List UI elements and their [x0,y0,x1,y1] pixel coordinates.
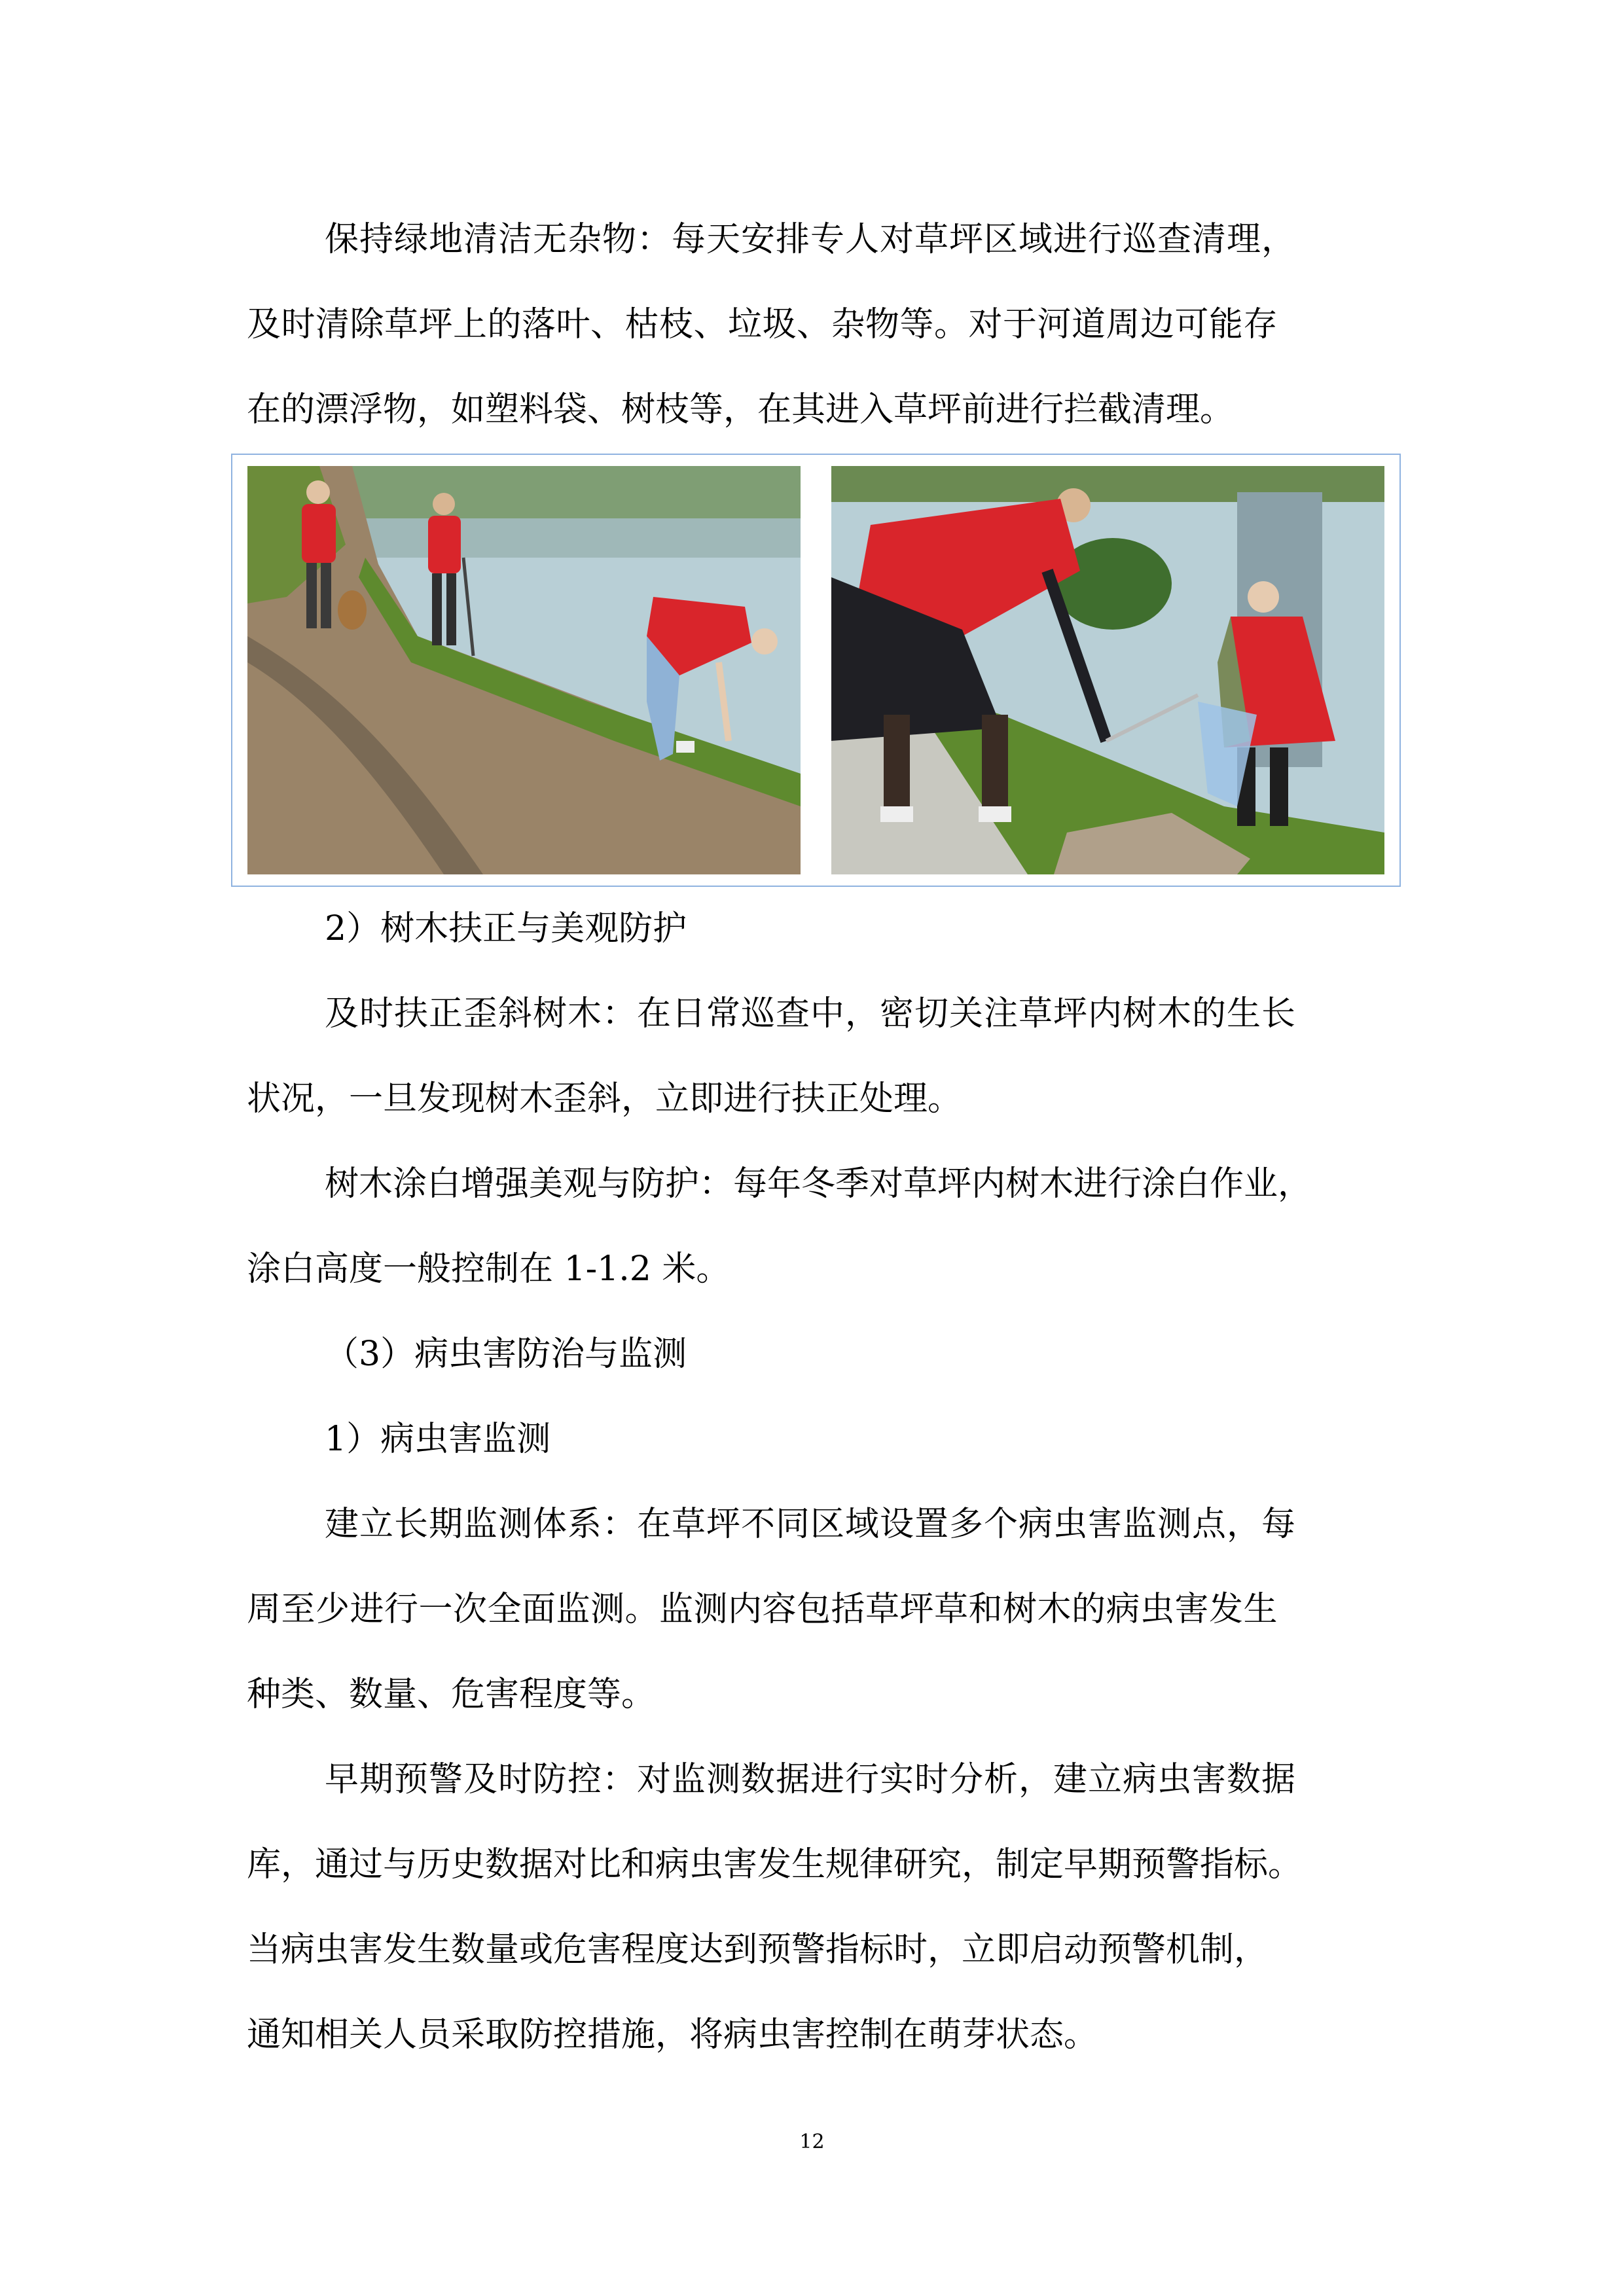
text-line: 当病虫害发生数量或危害程度达到预警指标时，立即启动预警机制， [247,1930,1269,1969]
subheading: 1）病虫害监测 [325,1420,551,1459]
text-line: 涂白高度一般控制在 1-1.2 米。 [247,1249,731,1289]
section-heading: （3）病虫害防治与监测 [325,1335,687,1374]
photo-frame [231,454,1401,887]
text-line: 早期预警及时防控：对监测数据进行实时分析，建立病虫害数据 [325,1760,1297,1799]
text-line: 种类、数量、危害程度等。 [247,1675,656,1714]
text-line: 状况，一旦发现树木歪斜，立即进行扶正处理。 [247,1079,962,1119]
text-line: 通知相关人员采取防控措施，将病虫害控制在萌芽状态。 [247,2015,1098,2054]
text-line: 及时清除草坪上的落叶、枯枝、垃圾、杂物等。对于河道周边可能存 [247,305,1278,344]
text-line: 在的漂浮物，如塑料袋、树枝等，在其进入草坪前进行拦截清理。 [247,390,1235,429]
photo-shoreline-cleanup [831,466,1384,874]
text-line: 库，通过与历史数据对比和病虫害发生规律研究，制定早期预警指标。 [247,1845,1303,1884]
subheading: 2）树木扶正与美观防护 [325,909,687,948]
text-line: 保持绿地清洁无杂物：每天安排专人对草坪区域进行巡查清理， [325,220,1297,259]
text-line: 周至少进行一次全面监测。监测内容包括草坪草和树木的病虫害发生 [247,1590,1278,1629]
page-number: 12 [799,2130,825,2153]
text-line: 树木涂白增强美观与防护：每年冬季对草坪内树木进行涂白作业， [325,1164,1312,1204]
shoreline-cleanup-illustration [831,466,1384,874]
photo-riverbank-cleanup [247,466,801,874]
riverbank-cleanup-illustration [247,466,801,874]
text-line: 及时扶正歪斜树木：在日常巡查中，密切关注草坪内树木的生长 [325,994,1297,1033]
text-line: 建立长期监测体系：在草坪不同区域设置多个病虫害监测点，每 [325,1505,1297,1544]
